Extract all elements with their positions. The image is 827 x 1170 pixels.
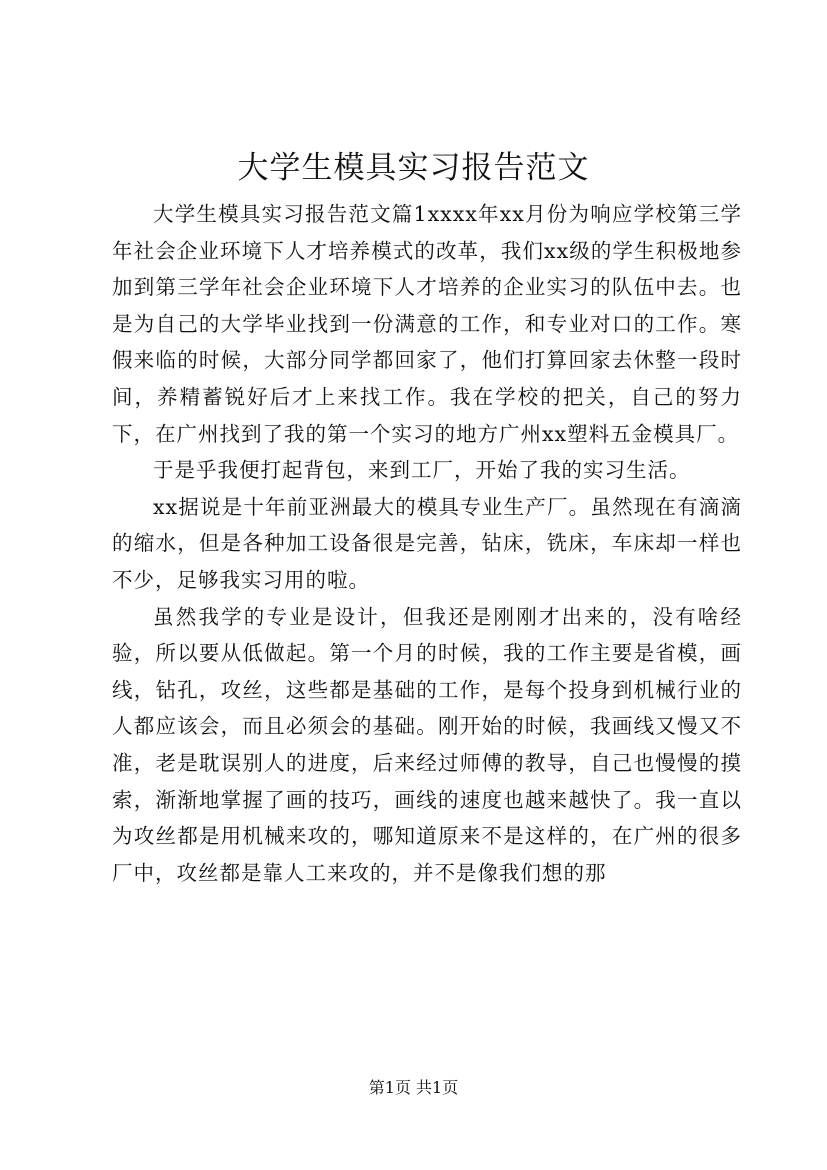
page-footer: 第1页 共1页 [368,1078,459,1097]
paragraph-1: 大学生模具实习报告范文篇1xxxx年xx月份为响应学校第三学年社会企业环境下人才培养模式的改革，我们xx级的学生积极地参加到第三学年社会企业环境下人才培养的企业实习的队伍中去。也是为自己的大学毕业找到一份满意的工作，和专业对口的工作。寒假来临的时候，大部分同学都回家了，他们打算回家去休整一段时间，养精蓄锐好后才上来找工作。我在学校的把关，自己的努力下，在广州找到了我的第一个实习的地方广州xx塑料五金模具厂。 [112,202,742,446]
paragraph-4: 虽然我学的专业是设计，但我还是刚刚才出来的，没有啥经验，所以要从低做起。第一个月的时候，我的工作主要是省模，画线，钻孔，攻丝，这些都是基础的工作，是每个投身到机械行业的人都应该会，而且必须会的基础。刚开始的时候，我画线又慢又不准，老是耽误别人的进度，后来经过师傅的教导，自己也慢慢的摸索，渐渐地掌握了画的技巧，画线的速度也越来越快了。我一直以为攻丝都是用机械来攻的，哪知道原来不是这样的，在广州的很多厂中，攻丝都是靠人工来攻的，并不是像我们想的那 [112,604,742,885]
document-body [112,196,742,891]
paragraph-2: 于是乎我便打起背包，来到工厂，开始了我的实习生活。 [153,458,691,483]
paragraph-3: xx据说是十年前亚洲最大的模具专业生产厂。虽然现在有滴滴的缩水，但是各种加工设备很是完善，钻床，铣床，车床却一样也不少，足够我实习用的啦。 [112,494,742,592]
document-title: 大学生模具实习报告范文 [237,150,590,186]
